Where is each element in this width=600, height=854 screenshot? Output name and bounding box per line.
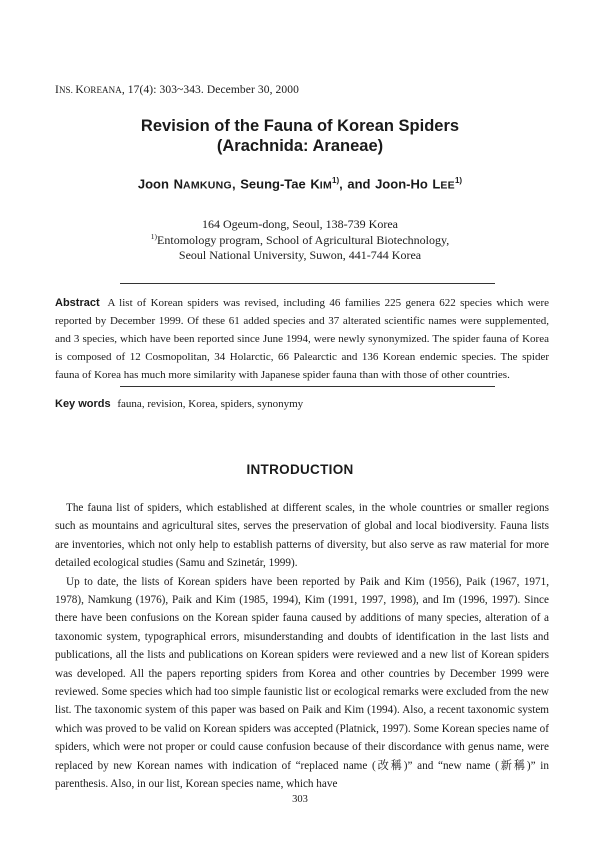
author-3-affiliation-mark: 1) [454, 176, 463, 185]
author-1-first: Joon [137, 176, 174, 192]
abstract-label: Abstract [55, 297, 100, 309]
journal-name-initial-k: K [75, 84, 84, 96]
journal-name-part-2: OREANA [83, 85, 122, 95]
body-paragraph-2: Up to date, the lists of Korean spiders have been reported by Paik and Kim (1956), Paik (1967, 1971, 1978), Namkung (1976), Paik and Kim (1985, 1994), Kim (1991, 1997, 1998), and Im (1996, 1997). Since there have been confusions on the Korean spider fauna caused by additions of many species, alteration of a taxonomic system, typographical errors, misunderstanding and doubts of identification in the last lists and publications, all the lists and publications on Korean spiders were reviewed and a new list of Korean spiders was developed. All the papers reporting spiders from Korea and other countries by December 1999 were reviewed. Some species which had too simple faunistic list or ecological remarks were excluded from the new list. The taxonomic system of this paper was based on Paik and Kim (1994). Also, a recent taxonomic system which was proved to be valid on Korean spiders was accepted (Platnick, 1997). Some Korean species name of spiders, which were not proper or could cause confusion because of their discordance with genus name, were replaced by new Korean names with indication of “replaced name (改稱)” and “new name (新稱)” in parenthesis. Also, in our list, Korean species name, which have [55, 575, 549, 791]
affiliation-line-3: Seoul National University, Suwon, 441-744 Korea [178, 248, 422, 262]
keywords-text: fauna, revision, Korea, spiders, synonymy [117, 398, 304, 410]
abstract-block [55, 294, 549, 384]
paper-title-line-1: Revision of the Fauna of Korean Spiders [140, 117, 460, 135]
author-2-last-rest: IM [319, 179, 332, 192]
author-3-last-initial: L [432, 176, 441, 192]
keywords-block [55, 398, 303, 410]
author-3-last-rest: EE [440, 179, 455, 192]
author-2-affiliation-mark: 1) [332, 176, 340, 185]
page-number: 303 [292, 794, 308, 805]
affiliation-line-2-text: Entomology program, School of Agricultural Biotechnology, [157, 233, 450, 247]
citation-details: , 17(4): 303~343. December 30, 2000 [121, 84, 299, 96]
author-separator-2: , and [339, 176, 376, 192]
paper-title-line-2: (Arachnida: Araneae) [216, 137, 384, 155]
body-paragraph-1: The fauna list of spiders, which established at different scales, in the whole countries or smaller regions such as mountains and agricultural sites, serves the preservation of global and local biodiversity. Fauna lists are inventories, which not only help to establish patterns of diversity, but also serve as raw material for more detailed ecological studies (Samu and Szinetár, 1999). [55, 502, 549, 570]
keywords-label: Key words [55, 398, 111, 410]
journal-citation [55, 84, 299, 96]
abstract-text: A list of Korean spiders was revised, including 46 families 225 genera 622 species which were reported by December 1999. Of these 61 added species and 37 alterated scientific names were supplemented, and 3 species, which have been reported since June 1994, were newly synonymized. The spider fauna of Korea is composed of 12 Cosmopolitan, 34 Holarctic, 66 Palearctic and 136 Korean endemic species. The spider fauna of Korea has much more similarity with Japanese spider fauna than with those of other countries. [55, 297, 549, 381]
affiliation-line-1: 164 Ogeum-dong, Seoul, 138-739 Korea [202, 217, 398, 231]
author-separator-1: , [232, 176, 241, 192]
journal-name-initial: I [55, 84, 59, 96]
abstract-bottom-rule [120, 386, 495, 387]
author-list [0, 176, 600, 191]
journal-name-part: NS. [58, 85, 76, 95]
author-1-last-rest: AMKUNG [182, 179, 232, 192]
author-1-last-initial: N [173, 176, 183, 192]
section-heading-introduction: INTRODUCTION [246, 462, 354, 477]
author-2-last-initial: K [310, 176, 320, 192]
affiliation-mark: 1) [150, 232, 158, 241]
abstract-top-rule [120, 283, 495, 284]
introduction-body [55, 499, 549, 794]
author-3-first: Joon-Ho [375, 176, 433, 192]
author-2-first: Seung-Tae [240, 176, 311, 192]
affiliation-line-2 [0, 232, 600, 248]
